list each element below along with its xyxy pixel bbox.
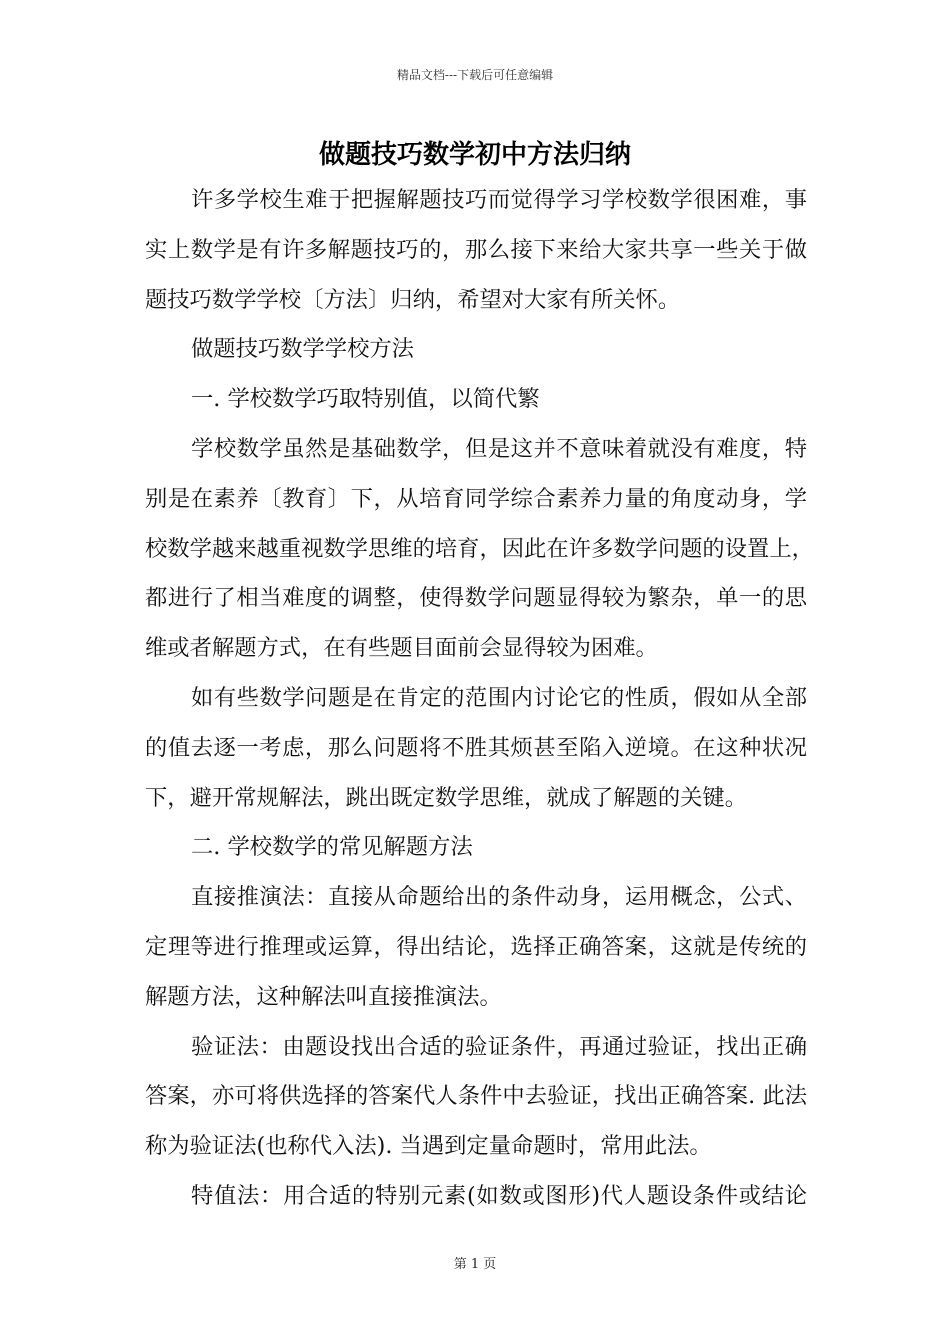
text-line: 的值去逐一考虑，那么问题将不胜其烦甚至陷入逆境。在这种状况 [145,734,807,761]
page-number: 第 1 页 [453,1257,497,1272]
paragraph [145,176,807,325]
paragraph [145,674,807,823]
paragraph [145,325,807,375]
text-line: 一. 学校数学巧取特别值，以简代繁 [191,386,540,413]
text-line: 称为验证法(也称代入法). 当遇到定量命题时，常用此法。 [145,1133,712,1160]
text-line: 验证法：由题设找出合适的验证条件，再通过验证，找出正确 [191,1033,807,1060]
document-title: 做题技巧数学初中方法归纳 [318,140,631,170]
text-line: 都进行了相当难度的调整，使得数学问题显得较为繁杂，单一的思 [145,585,807,612]
text-line: 定理等进行推理或运算，得出结论，选择正确答案，这就是传统的 [145,933,807,960]
paragraph [145,1023,807,1172]
text-line: 如有些数学问题是在肯定的范围内讨论它的性质，假如从全部 [191,684,807,711]
paragraph [145,873,807,1022]
text-line: 别是在素养〔教育〕下，从培育同学综合素养力量的角度动身，学 [145,485,807,512]
text-line: 学校数学虽然是基础数学，但是这并不意味着就没有难度，特 [191,435,807,462]
text-line: 二. 学校数学的常见解题方法 [191,834,473,861]
text-line: 特值法：用合适的特别元素(如数或图形)代人题设条件或结论 [191,1182,807,1209]
text-line: 做题技巧数学学校方法 [191,336,414,363]
text-line: 答案，亦可将供选择的答案代人条件中去验证，找出正确答案. 此法 [145,1083,807,1110]
text-line: 解题方法，这种解法叫直接推演法。 [145,983,502,1010]
paragraph [145,425,814,674]
page-header: 精品文档---下载后可任意编辑 [396,68,554,82]
text-line: 实上数学是有许多解题技巧的，那么接下来给大家共享一些关于做 [145,236,807,263]
text-line: 题技巧数学学校〔方法〕归纳，希望对大家有所关怀。 [145,286,681,313]
text-line: 下，避开常规解法，跳出既定数学思维，就成了解题的关键。 [145,784,748,811]
text-line: 校数学越来越重视数学思维的培育，因此在许多数学问题的设置上， [145,535,814,562]
text-line: 直接推演法：直接从命题给出的条件动身，运用概念，公式、 [191,884,807,911]
text-line: 维或者解题方式，在有些题目面前会显得较为困难。 [145,635,658,662]
paragraph [145,375,807,425]
paragraph [145,823,807,873]
document-body [145,176,814,1222]
text-line: 许多学校生难于把握解题技巧而觉得学习学校数学很困难，事 [191,187,807,213]
paragraph [145,1172,807,1222]
